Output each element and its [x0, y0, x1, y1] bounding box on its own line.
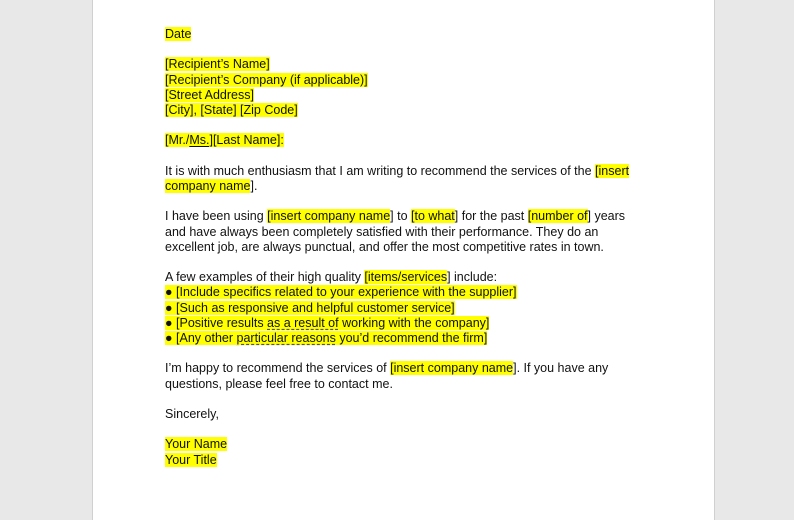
signature-title-placeholder: Your Title [165, 452, 217, 467]
salutation [165, 133, 645, 148]
paragraph-recommend [165, 361, 645, 391]
intro-text: It is with much enthusiasm that I am writing to recommend the services of the [165, 163, 596, 178]
examples-items-placeholder: [items/services [364, 270, 448, 285]
signature-name-placeholder: Your Name [165, 437, 228, 452]
experience-text-3: ] for the past [454, 209, 528, 224]
recipient-name [165, 57, 645, 72]
salutation-bracket: ] [209, 133, 213, 148]
bullet-text: you’d recommend the firm] [335, 330, 488, 345]
date-line [165, 27, 645, 42]
experience-text-2: ] to [390, 209, 411, 224]
bullet-text: [Include specifics related to your experience with the supplier] [172, 285, 517, 300]
bullet-text-flagged: as a result of [267, 315, 339, 330]
bullet-text: [Any other [172, 330, 237, 345]
paragraph-examples [165, 270, 645, 285]
bullet-icon: ● [165, 315, 173, 330]
recommend-text-1: I’m happy to recommend the services of [165, 361, 391, 376]
letter-body[interactable] [165, 27, 645, 468]
experience-what-placeholder: [to what [411, 209, 455, 224]
recipient-company-placeholder: [Recipient’s Company (if applicable)] [165, 72, 368, 87]
document-page [92, 0, 715, 520]
salutation-last-name: [Last Name] [212, 133, 281, 148]
list-item [165, 285, 645, 300]
bullet-text: [Positive results [172, 315, 268, 330]
street-address [165, 88, 645, 103]
bullet-icon: ● [165, 300, 173, 315]
experience-text-4: ] years and have always been completely satisfied with their performance. They do an excellent job, are always punctual, and offer the most competitive rates in town. [165, 209, 626, 254]
intro-placeholder-part1: [insert [595, 163, 630, 178]
list-item [165, 316, 645, 331]
list-item [165, 301, 645, 316]
experience-number-placeholder: [number of [527, 209, 588, 224]
intro-placeholder-part2: company name [165, 178, 251, 193]
salutation-ms: Ms. [189, 133, 210, 148]
paragraph-intro [165, 164, 645, 194]
experience-text-1: I have been using [165, 209, 268, 224]
bullet-text-flagged: particular reasons [236, 330, 336, 345]
closing: Sincerely, [165, 406, 219, 421]
street-address-placeholder: [Street Address] [165, 87, 254, 102]
salutation-prefix: [Mr./ [165, 133, 190, 148]
recommend-text-2: ]. If you have any questions, please feel free to contact me. [165, 361, 609, 391]
paragraph-experience [165, 209, 645, 255]
salutation-colon: : [280, 133, 284, 148]
recipient-name-placeholder: [Recipient’s Name] [165, 57, 270, 72]
bullet-icon: ● [165, 330, 173, 345]
examples-text-1: A few examples of their high quality [165, 270, 365, 285]
bullet-text: working with the company] [338, 315, 490, 330]
list-item [165, 331, 645, 346]
intro-end: ]. [250, 178, 258, 193]
city-state-zip [165, 103, 645, 118]
examples-text-2: ] include: [447, 270, 498, 285]
recommend-company-placeholder: [insert company name [390, 361, 514, 376]
bullet-text: [Such as responsive and helpful customer service] [172, 300, 455, 315]
signature-title [165, 453, 645, 468]
date-placeholder: Date [165, 27, 192, 41]
recipient-company [165, 73, 645, 88]
city-state-zip-placeholder: [City], [State] [Zip Code] [165, 103, 298, 117]
bullet-icon: ● [165, 285, 173, 300]
signature-name [165, 437, 645, 452]
experience-company-placeholder: [insert company name [267, 209, 391, 224]
